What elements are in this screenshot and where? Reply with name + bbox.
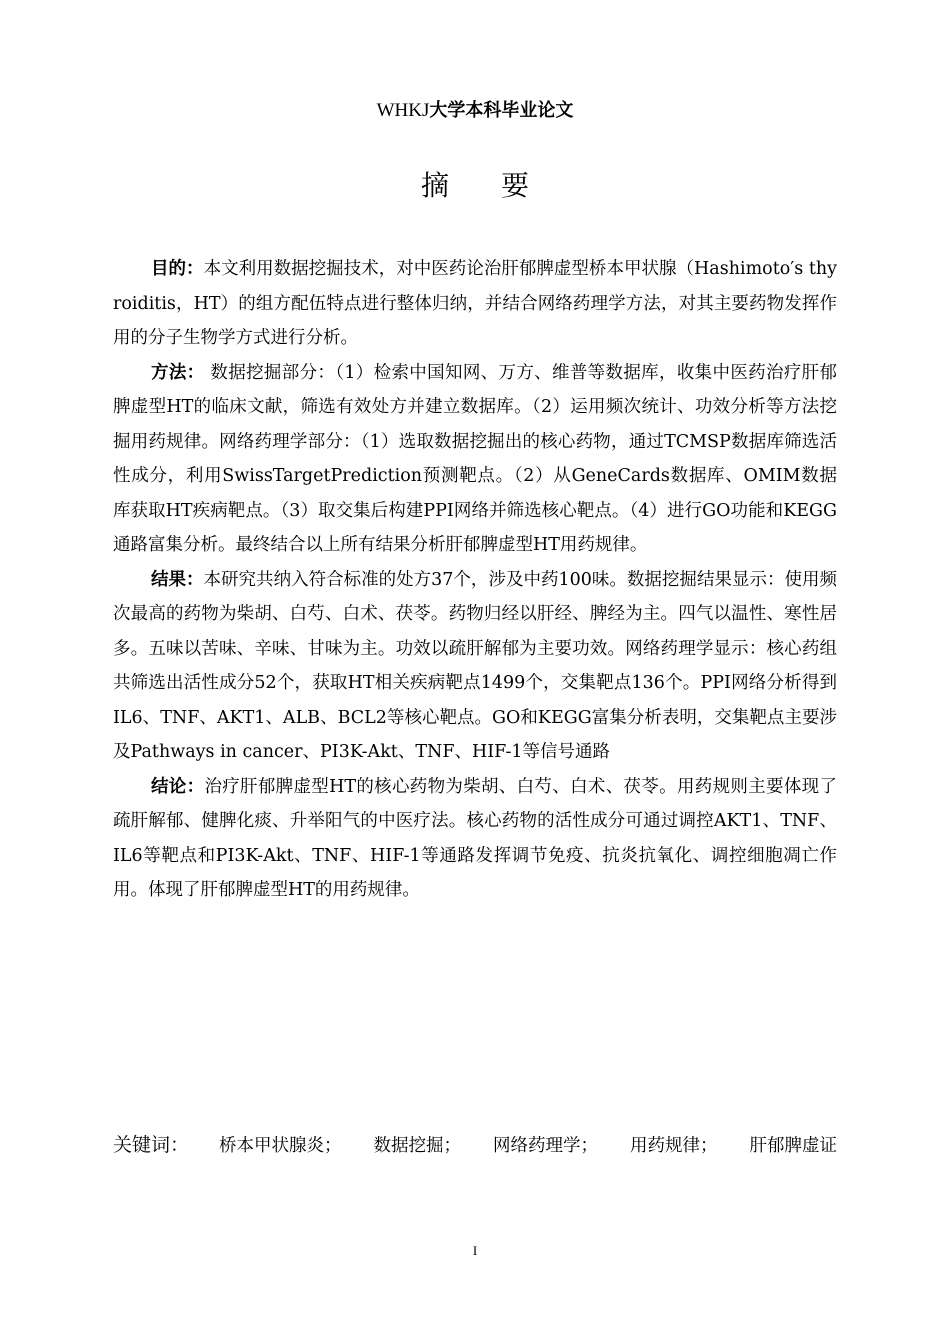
section-label: 目的：	[151, 259, 204, 279]
section-purpose	[113, 252, 837, 356]
section-text: 数据挖掘部分：（1）检索中国知网、万方、维普等数据库，收集中医药治疗肝郁脾虚型HT的临床文献，筛选有效处方并建立数据库。（2）运用频次统计、功效分析等方法挖掘用药规律。网络药理学部分：（1）选取数据挖掘出的核心药物，通过TCMSP数据库筛选活性成分，利用SwissTargetPrediction预测靶点。（2）从GeneCards数据库、OMIM数据库获取HT疾病靶点。（3）取交集后构建PPI网络并筛选核心靶点。（4）进行GO功能和KEGG通路富集分析。最终结合以上所有结果分析肝郁脾虚型HT用药规律。	[113, 362, 838, 555]
section-text: 治疗肝郁脾虚型HT的核心药物为柴胡、白芍、白术、茯苓。用药规则主要体现了疏肝解郁、健脾化痰、升举阳气的中医疗法。核心药物的活性成分可通过调控AKT1、TNF、IL6等靶点和PI3K-Akt、TNF、HIF-1等通路发挥调节免疫、抗炎抗氧化、调控细胞凋亡作用。体现了肝郁脾虚型HT的用药规律。	[113, 776, 837, 900]
keywords-list	[219, 1129, 837, 1163]
keywords-line	[113, 1128, 837, 1163]
section-conclusion	[113, 770, 837, 908]
header-prefix: WHKJ	[376, 100, 430, 121]
running-header	[0, 96, 950, 125]
section-label: 方法：	[151, 362, 205, 383]
keyword-item: 肝郁脾虚证	[749, 1136, 837, 1156]
abstract-body	[113, 252, 837, 908]
section-text: 本研究共纳入符合标准的处方37个，涉及中药100味。数据挖掘结果显示：使用频次最高的药物为柴胡、白芍、白术、茯苓。药物归经以肝经、脾经为主。四气以温性、寒性居多。五味以苦味、辛味、甘味为主。功效以疏肝解郁为主要功效。网络药理学显示：核心药组共筛选出活性成分52个，获取HT相关疾病靶点1499个，交集靶点136个。PPI网络分析得到IL6、TNF、AKT1、ALB、BCL2等核心靶点。GO和KEGG富集分析表明，交集靶点主要涉及Pathways in cancer、PI3K-Akt、TNF、HIF-1等信号通路	[113, 569, 838, 762]
section-label: 结论：	[151, 776, 205, 797]
section-text: 本文利用数据挖掘技术，对中医药论治肝郁脾虚型桥本甲状腺（Hashimoto′s thyroiditis，HT）的组方配伍特点进行整体归纳，并结合网络药理学方法，对其主要药物发挥作用的分子生物学方式进行分析。	[113, 259, 838, 348]
keyword-item: 数据挖掘；	[373, 1136, 461, 1156]
abstract-title: 摘要	[420, 169, 581, 202]
section-results	[113, 563, 837, 770]
section-label: 结果：	[151, 569, 204, 590]
page-number: I	[472, 1243, 478, 1258]
keyword-item: 桥本甲状腺炎；	[219, 1136, 342, 1156]
keyword-item: 网络药理学；	[492, 1136, 598, 1156]
section-methods	[113, 356, 837, 563]
keywords-label: 关键词：	[113, 1134, 190, 1156]
header-suffix: 大学本科毕业论文	[429, 100, 574, 121]
keyword-item: 用药规律；	[629, 1136, 718, 1156]
